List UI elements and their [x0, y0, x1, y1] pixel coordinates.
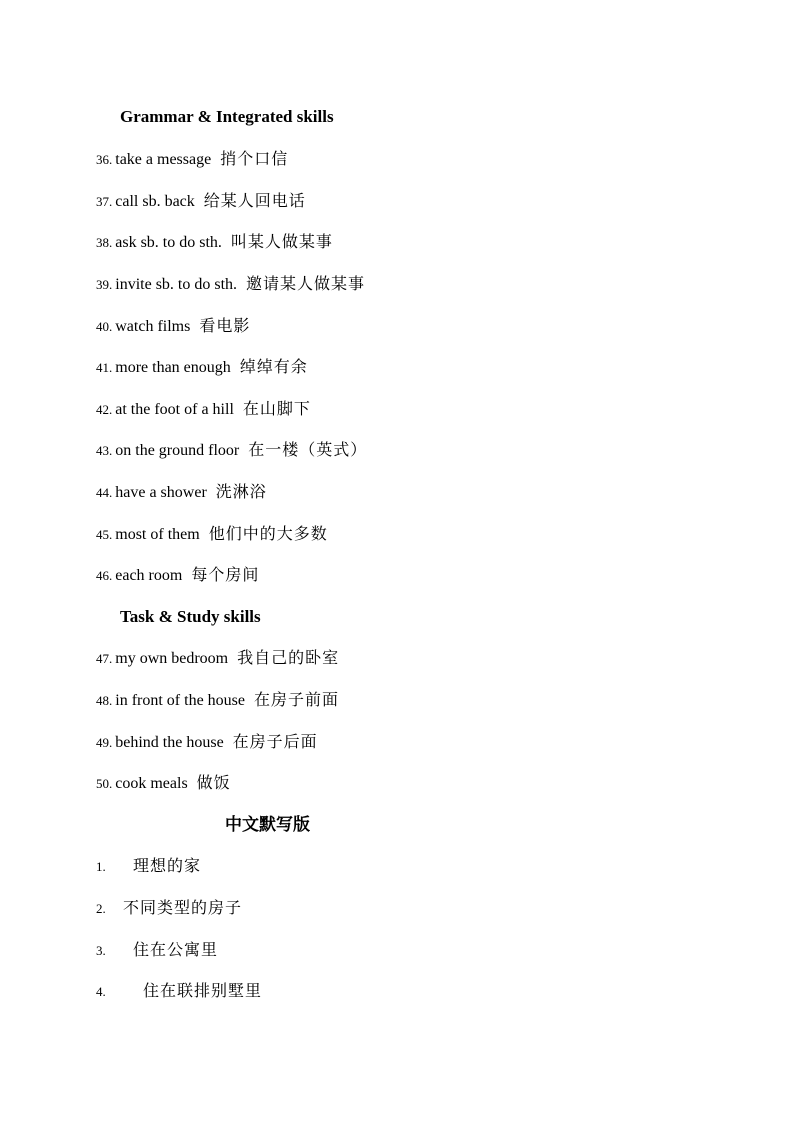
phrase-english: in front of the house	[115, 692, 245, 709]
phrase-english: ask sb. to do sth.	[115, 234, 222, 251]
phrase-chinese: 邀请某人做某事	[246, 274, 366, 293]
phrase-number: 45.	[96, 527, 113, 542]
phrase-english: call sb. back	[115, 193, 195, 210]
phrase-chinese: 给某人回电话	[203, 191, 306, 210]
chinese-dictation-title: 中文默写版	[225, 815, 310, 835]
phrase-chinese: 我自己的卧室	[237, 648, 340, 667]
phrase-english: each room	[115, 567, 183, 584]
phrase-item	[96, 482, 267, 503]
phrase-chinese: 在一楼（英式）	[248, 440, 368, 459]
phrase-number: 42.	[96, 402, 113, 417]
phrase-item	[96, 648, 339, 669]
phrase-item	[96, 524, 328, 545]
phrase-item	[96, 773, 231, 794]
phrase-number: 40.	[96, 319, 113, 334]
item-chinese: 不同类型的房子	[123, 898, 243, 917]
phrase-item	[96, 690, 339, 711]
phrase-english: more than enough	[115, 359, 231, 376]
phrase-item	[96, 732, 318, 753]
phrase-english: watch films	[115, 318, 191, 335]
phrase-item	[96, 565, 259, 586]
phrase-english: invite sb. to do sth.	[115, 276, 238, 293]
item-chinese: 理想的家	[133, 856, 202, 875]
phrase-chinese: 在山脚下	[242, 399, 311, 418]
chinese-item	[96, 898, 242, 919]
item-number: 3.	[96, 943, 106, 958]
phrase-english: on the ground floor	[115, 442, 240, 459]
chinese-item	[96, 981, 262, 1002]
chinese-item	[96, 856, 201, 877]
phrase-chinese: 在房子前面	[254, 690, 340, 709]
phrase-number: 50.	[96, 776, 113, 791]
phrase-english: at the foot of a hill	[115, 401, 234, 418]
phrase-item	[96, 399, 311, 420]
phrase-number: 43.	[96, 443, 113, 458]
phrase-number: 41.	[96, 360, 113, 375]
phrase-english: behind the house	[115, 734, 224, 751]
chinese-item	[96, 940, 218, 961]
phrase-item	[96, 316, 250, 337]
phrase-number: 37.	[96, 194, 113, 209]
phrase-chinese: 每个房间	[191, 565, 260, 584]
item-number: 1.	[96, 859, 106, 874]
phrase-chinese: 看电影	[199, 316, 251, 335]
phrase-english: my own bedroom	[115, 650, 229, 667]
phrase-chinese: 捎个口信	[220, 149, 289, 168]
section-heading-grammar: Grammar & Integrated skills	[120, 107, 334, 126]
phrase-number: 38.	[96, 235, 113, 250]
phrase-chinese: 绰绰有余	[239, 357, 308, 376]
item-number: 4.	[96, 984, 106, 999]
phrase-english: have a shower	[115, 484, 207, 501]
item-chinese: 住在联排别墅里	[143, 981, 263, 1000]
phrase-chinese: 做饭	[196, 773, 231, 792]
phrase-number: 47.	[96, 651, 113, 666]
phrase-english: cook meals	[115, 775, 188, 792]
item-number: 2.	[96, 901, 106, 916]
phrase-english: take a message	[115, 151, 212, 168]
phrase-item	[96, 274, 365, 295]
phrase-number: 49.	[96, 735, 113, 750]
phrase-item	[96, 149, 288, 170]
phrase-item	[96, 232, 333, 253]
section-heading-task: Task & Study skills	[120, 607, 261, 626]
phrase-number: 44.	[96, 485, 113, 500]
phrase-item	[96, 191, 306, 212]
phrase-chinese: 叫某人做某事	[230, 232, 333, 251]
phrase-chinese: 他们中的大多数	[208, 524, 328, 543]
phrase-number: 36.	[96, 152, 113, 167]
phrase-number: 39.	[96, 277, 113, 292]
phrase-english: most of them	[115, 526, 200, 543]
phrase-number: 48.	[96, 693, 113, 708]
item-chinese: 住在公寓里	[133, 940, 219, 959]
phrase-chinese: 洗淋浴	[215, 482, 267, 501]
phrase-item	[96, 440, 367, 461]
phrase-item	[96, 357, 308, 378]
phrase-number: 46.	[96, 568, 113, 583]
phrase-chinese: 在房子后面	[232, 732, 318, 751]
